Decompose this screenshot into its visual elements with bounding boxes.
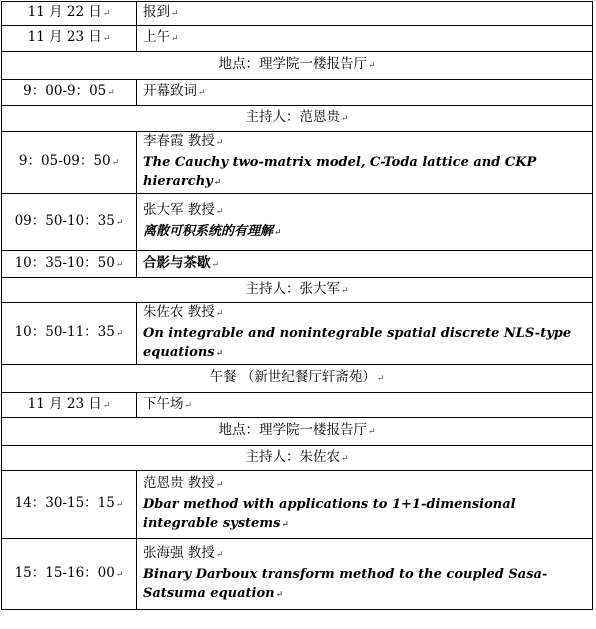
talk-title-text: The Cauchy two-matrix model, C-Toda lattice and CKP hierarchy	[143, 155, 537, 189]
paragraph-mark: ↵	[215, 480, 224, 490]
speaker-name	[143, 474, 586, 495]
talk-title	[143, 153, 586, 193]
paragraph-mark: ↵	[376, 374, 385, 384]
speaker-text: 范恩贵 教授	[143, 475, 215, 491]
talk-title-text: Dbar method with applications to 1+1-dimensional integrable systems	[143, 497, 516, 531]
time-cell	[2, 471, 137, 539]
event-cell	[137, 251, 593, 278]
time-cell	[2, 393, 137, 418]
section-header-cell	[2, 365, 593, 393]
paragraph-mark: ↵	[115, 217, 124, 228]
talk-title	[143, 222, 586, 243]
paragraph-mark: ↵	[213, 178, 222, 188]
schedule-row	[2, 365, 593, 393]
section-header-cell	[2, 278, 593, 303]
schedule-body	[2, 2, 593, 610]
section-header-text: 主持人：张大军	[245, 280, 340, 297]
time-text: 14：30-15：15	[14, 495, 115, 511]
paragraph-mark: ↵	[184, 400, 193, 411]
time-text: 10：35-10：50	[14, 254, 115, 271]
section-header-text: 地点：理学院一楼报告厅	[218, 422, 367, 438]
time-text: 09：50-10：35	[14, 212, 115, 229]
section-header-cell	[2, 106, 593, 132]
paragraph-mark: ↵	[215, 309, 224, 319]
schedule-row	[2, 2, 593, 26]
schedule-row	[2, 303, 593, 365]
section-header-cell	[2, 418, 593, 446]
talk-title-text: 离散可积系统的有理解	[143, 224, 274, 239]
time-cell	[2, 2, 137, 26]
section-header-text: 主持人：朱佐农	[245, 448, 340, 465]
time-text: 10：50-11：35	[14, 324, 115, 340]
paragraph-mark: ↵	[102, 9, 111, 19]
schedule-row	[2, 52, 593, 80]
paragraph-mark: ↵	[340, 453, 349, 464]
section-header-text: 午餐 （新世纪餐厅轩斋苑）	[209, 369, 376, 385]
paragraph-mark: ↵	[275, 589, 284, 600]
talk-title	[143, 324, 586, 364]
time-cell	[2, 251, 137, 278]
speaker-name	[143, 544, 586, 565]
schedule-row	[2, 106, 593, 132]
section-header-cell	[2, 446, 593, 471]
event-text: 下午场	[143, 395, 184, 412]
paragraph-mark: ↵	[171, 9, 179, 19]
time-text: 11 月 23 日	[27, 29, 102, 45]
talk-cell	[137, 539, 593, 610]
time-text: 11 月 22 日	[27, 4, 102, 20]
talk-cell	[137, 303, 593, 365]
event-cell	[137, 393, 593, 418]
paragraph-mark: ↵	[115, 569, 124, 580]
paragraph-mark: ↵	[340, 285, 349, 296]
paragraph-mark: ↵	[115, 500, 124, 510]
schedule-row	[2, 26, 593, 52]
talk-title-text: On integrable and nonintegrable spatial discrete NLS-type equations	[143, 326, 572, 360]
paragraph-mark: ↵	[367, 61, 376, 71]
talk-title-text: Binary Darboux transform method to the coupled Sasa-Satsuma equation	[143, 566, 548, 601]
time-cell	[2, 132, 137, 194]
schedule-row	[2, 80, 593, 106]
event-cell	[137, 2, 593, 26]
schedule-table	[1, 1, 593, 610]
event-text: 合影与茶歇	[143, 254, 211, 271]
event-text: 上午	[143, 29, 170, 45]
paragraph-mark: ↵	[215, 138, 224, 148]
schedule-row	[2, 471, 593, 539]
paragraph-mark: ↵	[115, 329, 124, 339]
speaker-text: 张大军 教授	[143, 202, 215, 218]
time-cell	[2, 303, 137, 365]
schedule-row	[2, 393, 593, 418]
speaker-name	[143, 303, 586, 324]
event-cell	[137, 80, 593, 106]
paragraph-mark: ↵	[171, 34, 179, 44]
section-header-cell	[2, 52, 593, 80]
paragraph-mark: ↵	[107, 88, 115, 98]
time-cell	[2, 539, 137, 610]
time-text: 9：05-09：50	[18, 153, 111, 169]
paragraph-mark: ↵	[215, 207, 224, 217]
time-cell	[2, 26, 137, 52]
paragraph-mark: ↵	[102, 400, 111, 411]
event-text: 报到	[143, 4, 170, 20]
schedule-row	[2, 278, 593, 303]
talk-cell	[137, 132, 593, 194]
schedule-row	[2, 251, 593, 278]
paragraph-mark: ↵	[215, 549, 224, 560]
speaker-text: 张海强 教授	[143, 544, 215, 561]
talk-title	[143, 565, 586, 605]
paragraph-mark: ↵	[367, 427, 376, 437]
paragraph-mark: ↵	[198, 88, 206, 98]
paragraph-mark: ↵	[111, 158, 120, 168]
talk-title	[143, 495, 586, 535]
speaker-name	[143, 132, 586, 153]
time-text: 15：15-16：00	[14, 564, 115, 581]
event-cell	[137, 26, 593, 52]
schedule-row	[2, 194, 593, 251]
schedule-row	[2, 446, 593, 471]
section-header-text: 地点：理学院一楼报告厅	[218, 56, 367, 72]
paragraph-mark: ↵	[340, 114, 349, 124]
schedule-row	[2, 418, 593, 446]
speaker-text: 朱佐农 教授	[143, 304, 215, 320]
schedule-row	[2, 132, 593, 194]
paragraph-mark: ↵	[274, 228, 282, 238]
speaker-name	[143, 201, 586, 222]
time-text: 11 月 23 日	[27, 395, 102, 412]
time-cell	[2, 194, 137, 251]
paragraph-mark: ↵	[215, 349, 224, 359]
event-text: 开幕致词	[143, 83, 197, 99]
section-header-text: 主持人：范恩贵	[245, 109, 340, 125]
schedule-row	[2, 539, 593, 610]
paragraph-mark: ↵	[211, 259, 220, 270]
paragraph-mark: ↵	[102, 34, 111, 44]
talk-cell	[137, 471, 593, 539]
time-text: 9：00-9：05	[23, 83, 107, 99]
speaker-text: 李春霞 教授	[143, 133, 215, 149]
time-cell	[2, 80, 137, 106]
paragraph-mark: ↵	[281, 520, 289, 530]
paragraph-mark: ↵	[115, 259, 124, 270]
talk-cell	[137, 194, 593, 251]
